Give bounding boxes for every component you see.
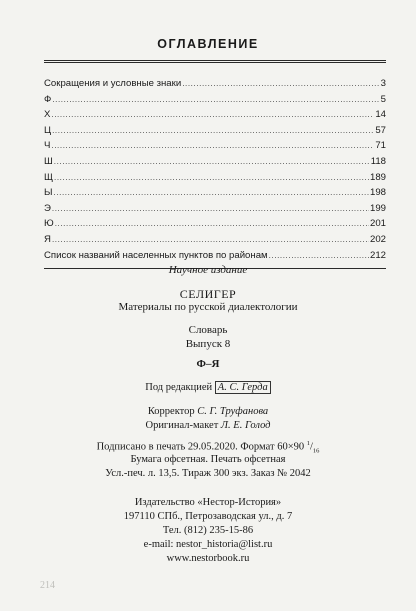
print-run-line: Усл.-печ. л. 13,5. Тираж 300 экз. Заказ № 2042	[105, 468, 311, 479]
toc-entry	[44, 172, 386, 188]
toc-entry-page: 198	[369, 187, 386, 199]
toc-leader-dots	[54, 188, 369, 197]
editor-name: А. С. Герда	[215, 381, 271, 394]
toc-entry-label: Ы	[44, 187, 53, 199]
toc-leader-dots	[54, 173, 369, 182]
toc-leader-dots	[51, 141, 374, 150]
print-signed-text: Подписано в печать 29.05.2020. Формат 60×90	[96, 441, 305, 453]
toc-entry-page: 201	[369, 218, 386, 230]
toc-entry	[44, 250, 386, 266]
toc-entry	[44, 125, 386, 141]
toc-leader-dots	[182, 79, 379, 88]
letter-range: Ф–Я	[196, 358, 220, 370]
paper-line: Бумага офсетная. Печать офсетная	[130, 454, 286, 465]
toc-entry-label: Х	[44, 109, 51, 121]
toc-leader-dots	[52, 95, 379, 104]
toc-leader-dots	[55, 219, 369, 228]
layout-name: Л. Е. Голод	[220, 420, 271, 431]
layout-line	[0, 420, 416, 431]
toc-entry-page: 202	[369, 233, 386, 245]
toc-entry	[44, 187, 386, 203]
corrector-name: С. Г. Труфанова	[197, 406, 269, 417]
toc-entry-page: 212	[369, 249, 386, 261]
toc-entry-page: 189	[369, 171, 386, 183]
edition-type: Научное издание	[168, 264, 248, 276]
toc-leader-dots	[52, 126, 374, 135]
toc-entry-page: 5	[380, 93, 386, 105]
toc-entry-page: 199	[369, 202, 386, 214]
toc-entry	[44, 94, 386, 110]
page-number: 214	[40, 580, 55, 591]
toc-leader-dots	[269, 251, 369, 260]
toc-leader-dots	[52, 235, 369, 244]
toc-entry-page: 14	[375, 109, 386, 121]
toc-top-rule	[44, 60, 386, 61]
editor-prefix: Под редакцией	[145, 382, 213, 393]
toc-list	[44, 78, 386, 265]
toc-entry-page: 118	[370, 155, 386, 167]
toc-entry-label: Ц	[44, 124, 52, 136]
toc-entry-label: Ю	[44, 218, 54, 230]
toc-leader-dots	[52, 204, 369, 213]
editor-line	[0, 382, 416, 393]
layout-label: Оригинал-макет	[145, 420, 219, 431]
corrector-label: Корректор	[147, 406, 195, 417]
issue-number: Выпуск 8	[185, 338, 231, 350]
toc-entry	[44, 218, 386, 234]
toc-entry-label: Сокращения и условные знаки	[44, 78, 182, 89]
toc-entry	[44, 156, 386, 172]
publisher-phone: Тел. (812) 235-15-86	[162, 525, 254, 536]
toc-entry-label: Щ	[44, 171, 53, 183]
publisher-address: 197110 СПб., Петрозаводская ул., д. 7	[123, 511, 293, 522]
toc-entry-page: 3	[380, 78, 386, 89]
publisher-name: Издательство «Нестор-История»	[134, 497, 282, 508]
corrector-line	[0, 406, 416, 417]
publisher-email: e-mail: nestor_historia@list.ru	[143, 539, 273, 550]
toc-entry	[44, 234, 386, 250]
toc-title: ОГЛАВЛЕНИЕ	[157, 37, 259, 51]
print-signed-line: Подписано в печать 29.05.2020. Формат 60×90 $^1/_{16}$	[96, 440, 320, 455]
toc-entry-label: Ш	[44, 155, 53, 167]
toc-entry	[44, 140, 386, 156]
toc-entry-label: Список названий населенных пунктов по районам	[44, 249, 268, 261]
toc-entry	[44, 78, 386, 94]
toc-entry-label: Э	[44, 202, 51, 214]
toc-entry	[44, 203, 386, 219]
book-subtitle: Материалы по русской диалектологии	[118, 301, 298, 313]
toc-entry-label: Я	[44, 233, 51, 245]
toc-leader-dots	[51, 110, 374, 119]
volume-type: Словарь	[188, 324, 228, 336]
toc-entry	[44, 109, 386, 125]
toc-leader-dots	[54, 157, 370, 166]
format-denominator: 16	[312, 447, 320, 455]
publisher-website: www.nestorbook.ru	[166, 553, 250, 564]
toc-entry-label: Ф	[44, 93, 52, 105]
book-title: СЕЛИГЕР	[179, 287, 237, 301]
toc-top-rule-2	[44, 62, 386, 63]
toc-entry-page: 71	[375, 140, 386, 152]
toc-entry-label: Ч	[44, 140, 51, 152]
format-numerator: 1	[306, 440, 310, 447]
toc-entry-page: 57	[375, 124, 386, 136]
